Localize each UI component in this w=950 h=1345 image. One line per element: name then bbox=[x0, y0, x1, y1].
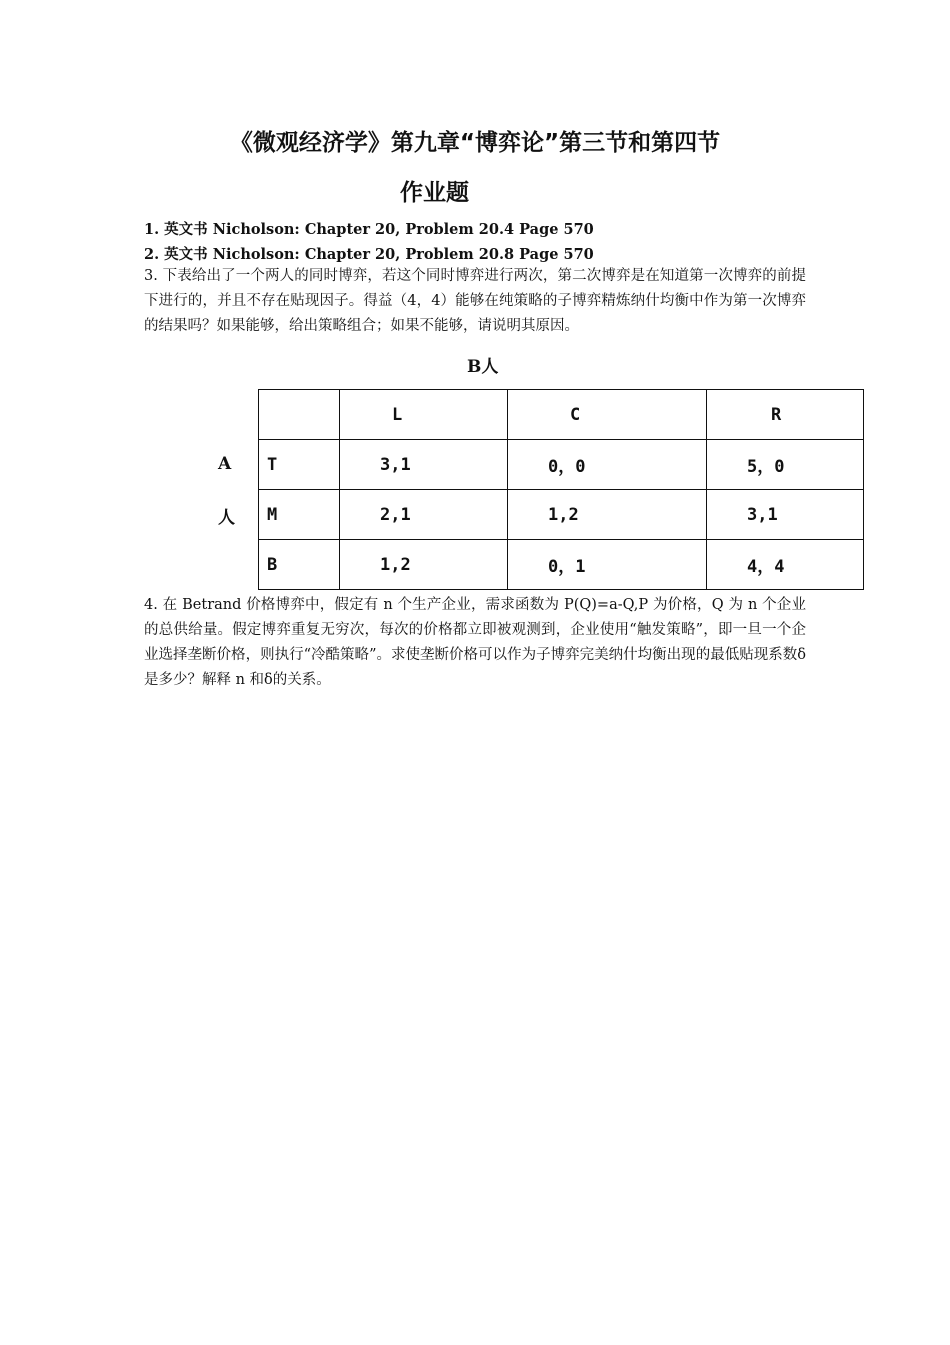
question-2: 2. 英文书 Nicholson: Chapter 20, Problem 20.8 Page 570 bbox=[144, 246, 594, 263]
table-row bbox=[259, 540, 864, 590]
question-4: 4. 在 Betrand 价格博弈中，假定有 n 个生产企业，需求函数为 P(Q)=a-Q,P 为价格，Q 为 n 个企业的总供给量。假定博弈重复无穷次，每次的价格都立即被观测到，企业使用“触发策略”，即一旦一个企业选择垄断价格，则执行“冷酷策略”。求使垄断价格可以作为子博弈完美纳什均衡出现的最低贴现系数δ是多少？解释 n 和δ的关系。 bbox=[144, 597, 806, 688]
payoff-cell: 1,2 bbox=[508, 490, 707, 540]
row-strategy-m: M bbox=[259, 490, 340, 540]
table-header-row bbox=[259, 390, 864, 440]
payoff-cell: 2,1 bbox=[340, 490, 508, 540]
page-subtitle: 作业题 bbox=[400, 180, 469, 206]
table-row bbox=[259, 440, 864, 490]
question-3: 3. 下表给出了一个两人的同时博弈，若这个同时博弈进行两次，第二次博弈是在知道第一次博弈的前提下进行的，并且不存在贴现因子。得益（4，4）能够在纯策略的子博弈精炼纳什均衡中作为第一次博弈的结果吗？如果能够，给出策略组合；如果不能够，请说明其原因。 bbox=[144, 268, 806, 334]
table-corner-cell bbox=[259, 390, 340, 440]
page-title: 《微观经济学》第九章“博弈论”第三节和第四节 bbox=[229, 130, 721, 156]
payoff-cell: 0，0 bbox=[508, 440, 707, 490]
column-header-l: L bbox=[340, 390, 508, 440]
column-header-c: C bbox=[508, 390, 707, 440]
payoff-cell: 4，4 bbox=[707, 540, 864, 590]
column-header-r: R bbox=[707, 390, 864, 440]
row-player-label-ren: 人 bbox=[218, 508, 235, 528]
payoff-cell: 3,1 bbox=[707, 490, 864, 540]
payoff-cell: 1,2 bbox=[340, 540, 508, 590]
payoff-cell: 0，1 bbox=[508, 540, 707, 590]
row-player-label-a: A bbox=[218, 454, 232, 474]
table-row bbox=[259, 490, 864, 540]
row-strategy-t: T bbox=[259, 440, 340, 490]
payoff-matrix bbox=[258, 389, 864, 590]
question-1: 1. 英文书 Nicholson: Chapter 20, Problem 20.4 Page 570 bbox=[144, 221, 594, 238]
payoff-cell: 3,1 bbox=[340, 440, 508, 490]
row-strategy-b: B bbox=[259, 540, 340, 590]
column-player-label: B人 bbox=[467, 357, 499, 377]
payoff-cell: 5，0 bbox=[707, 440, 864, 490]
